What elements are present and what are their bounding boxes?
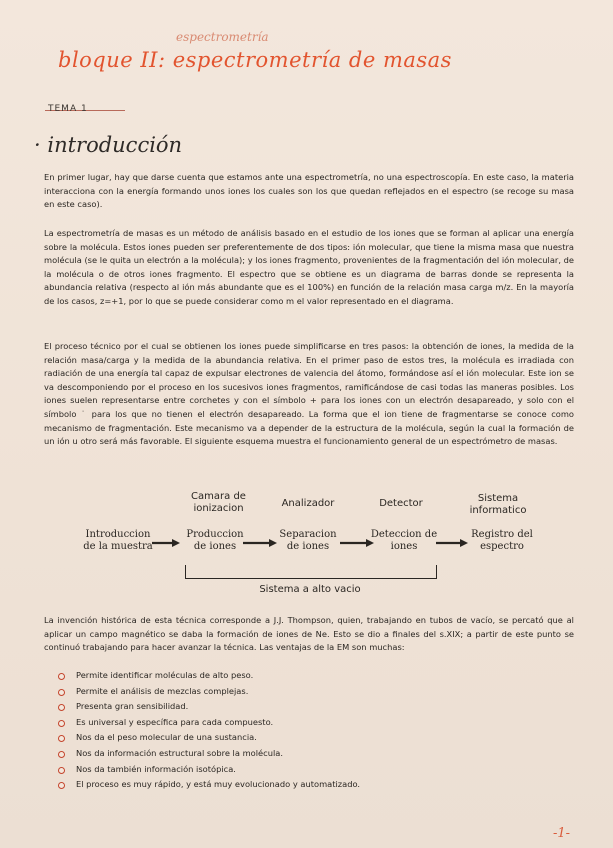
- advantages-list: [58, 668, 360, 793]
- list-item: Permite identificar moléculas de alto peso.: [58, 668, 360, 684]
- diagram-step-label: Separacion de iones: [279, 529, 337, 552]
- paragraph-definition: La espectrometría de masas es un método de análisis basado en el estudio de los iones que se forman al aplicar una energía sobre la molécula. Estos iones pueden ser preferentemente de dos tipos: ión molecular, que tiene la misma masa que nuestra molécula (se le quita un electrón a la molécula); y los iones fragmento, provenientes de la fragmentación del ión molecular, de la molécula o de otros iones fragmento. El espectro que se obtiene es un diagrama de barras donde se representa la abundancia relativa (respecto al ión más abundante que es el 100%) en función de la relación masa carga m/z. En la mayoría de los casos, z=+1, por lo que se puede considerar como m el valor representado en el diagrama.: [44, 228, 574, 306]
- list-item: Nos da también información isotópica.: [58, 762, 360, 778]
- tema-label: TEMA 1: [48, 104, 88, 114]
- arrow-right-icon: [243, 538, 277, 548]
- diagram-step-label: Deteccion de iones: [370, 529, 438, 552]
- list-item: Nos da el peso molecular de una sustancia.: [58, 730, 360, 746]
- bullet-icon: [58, 689, 65, 696]
- arrow-right-icon: [152, 538, 180, 548]
- list-item: El proceso es muy rápido, y está muy evolucionado y automatizado.: [58, 777, 360, 793]
- arrow-right-icon: [340, 538, 374, 548]
- diagram-step-label: Introduccion de la muestra: [83, 529, 153, 552]
- diagram-top-label: Camara de ionizacion: [191, 491, 246, 514]
- page-title: bloque II: espectrometría de masas: [58, 48, 452, 72]
- paragraph-process: El proceso técnico por el cual se obtienen los iones puede simplificarse en tres pasos: la obtención de iones, la medida de la relación masa/carga y la medida de la abundancia relativa. En el primer paso de estos tres, la molécula es irradiada con radiación de una energía tal capaz de expulsar electrones de valencia del átomo, formándose así el ión molecular. Este ion se va descomponiendo por el proceso en los sucesivos iones fragmentos, ramificándose de casi todas las maneras posibles. Los iones suelen representarse entre corchetes y con el símbolo + para los iones con un electrón desapareado, y solo con el símbolo ˙ para los que no tienen el electrón desapareado. La forma que el ion tiene de fragmentarse se conoce como mecanismo de fragmentación. Este mecanismo va a depender de la estructura de la molécula, según la cual la formación de un ión u otro será más favorable. El siguiente esquema muestra el funcionamiento general de un espectrómetro de masas.: [44, 341, 574, 447]
- diagram-top-label: Sistema informatico: [469, 493, 527, 516]
- bullet-icon: [58, 735, 65, 742]
- diagram-step-label: Produccion de iones: [186, 529, 244, 552]
- diagram-step-label: Registro del espectro: [471, 529, 533, 552]
- bullet-icon: [58, 673, 65, 680]
- paragraph-history: La invención histórica de esta técnica corresponde a J.J. Thompson, quien, trabajando en tubos de vacío, se percató que al aplicar un campo magnético se daba la formación de iones de Ne. Esto se dio a finales del s.XIX; a partir de este punto se continuó trabajando para hacer avanzar la técnica. Las ventajas de la EM son muchas:: [44, 615, 574, 653]
- list-item: Presenta gran sensibilidad.: [58, 699, 360, 715]
- section-heading: · introducción: [34, 133, 183, 157]
- bullet-icon: [58, 720, 65, 727]
- list-item: Es universal y específica para cada compuesto.: [58, 715, 360, 731]
- bullet-icon: [58, 751, 65, 758]
- vacuum-label: Sistema a alto vacio: [259, 584, 361, 595]
- arrow-right-icon: [436, 538, 468, 548]
- list-item: Permite el análisis de mezclas complejas.: [58, 684, 360, 700]
- bullet-icon: [58, 704, 65, 711]
- bullet-icon: [58, 782, 65, 789]
- diagram-top-label: Analizador: [281, 498, 335, 509]
- bullet-icon: [58, 767, 65, 774]
- page-number: -1-: [553, 826, 571, 841]
- vacuum-bracket: [185, 565, 437, 579]
- list-item: Nos da información estructural sobre la molécula.: [58, 746, 360, 762]
- title-correction-note: espectrometría: [176, 30, 269, 44]
- paragraph-intro: En primer lugar, hay que darse cuenta que estamos ante una espectrometría, no una espectroscopía. En este caso, la materia interacciona con la energía formando unos iones los cuales son los que quedan reflejados en el espectro (se recoge su masa en este caso).: [44, 172, 574, 210]
- diagram-top-label: Detector: [379, 498, 423, 509]
